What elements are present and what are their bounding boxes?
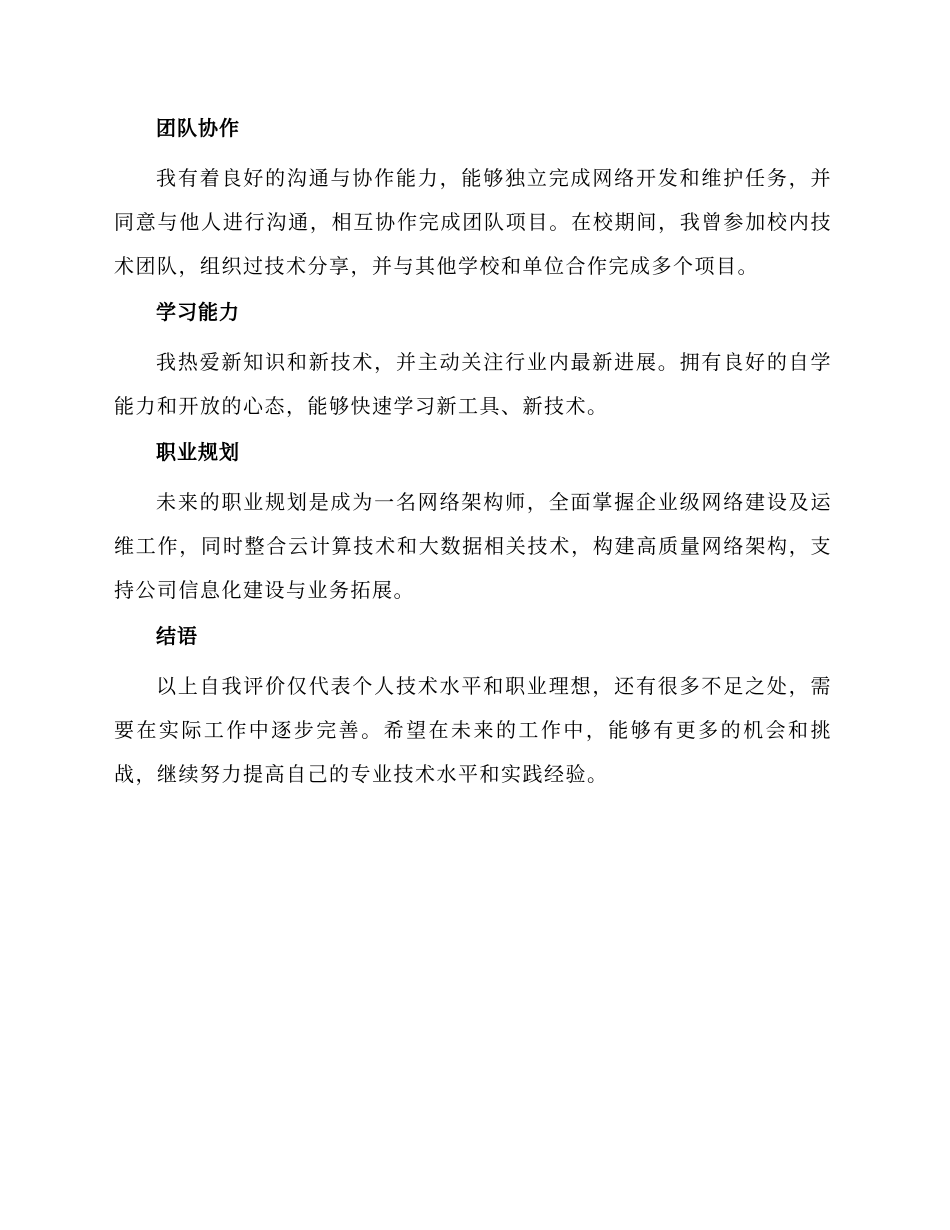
section-heading: 团队协作 [156,116,240,140]
document-page [114,108,832,800]
section-teamwork [114,108,832,288]
section-paragraph: 未来的职业规划是成为一名网络架构师，全面掌握企业级网络建设及运维工作，同时整合云计算技术和大数据相关技术，构建高质量网络架构，支持公司信息化建设与业务拓展。 [114,490,832,602]
section-learning-ability [114,292,832,428]
section-heading: 结语 [156,624,198,648]
section-paragraph: 我热爱新知识和新技术，并主动关注行业内最新进展。拥有良好的自学能力和开放的心态，能够快速学习新工具、新技术。 [114,350,832,418]
section-conclusion [114,616,832,796]
section-paragraph: 我有着良好的沟通与协作能力，能够独立完成网络开发和维护任务，并同意与他人进行沟通，相互协作完成团队项目。在校期间，我曾参加校内技术团队，组织过技术分享，并与其他学校和单位合作完成多个项目。 [114,166,832,278]
section-career-plan [114,432,832,612]
section-heading: 职业规划 [156,440,240,464]
section-heading: 学习能力 [156,300,240,324]
section-paragraph: 以上自我评价仅代表个人技术水平和职业理想，还有很多不足之处，需要在实际工作中逐步完善。希望在未来的工作中，能够有更多的机会和挑战，继续努力提高自己的专业技术水平和实践经验。 [114,674,832,786]
